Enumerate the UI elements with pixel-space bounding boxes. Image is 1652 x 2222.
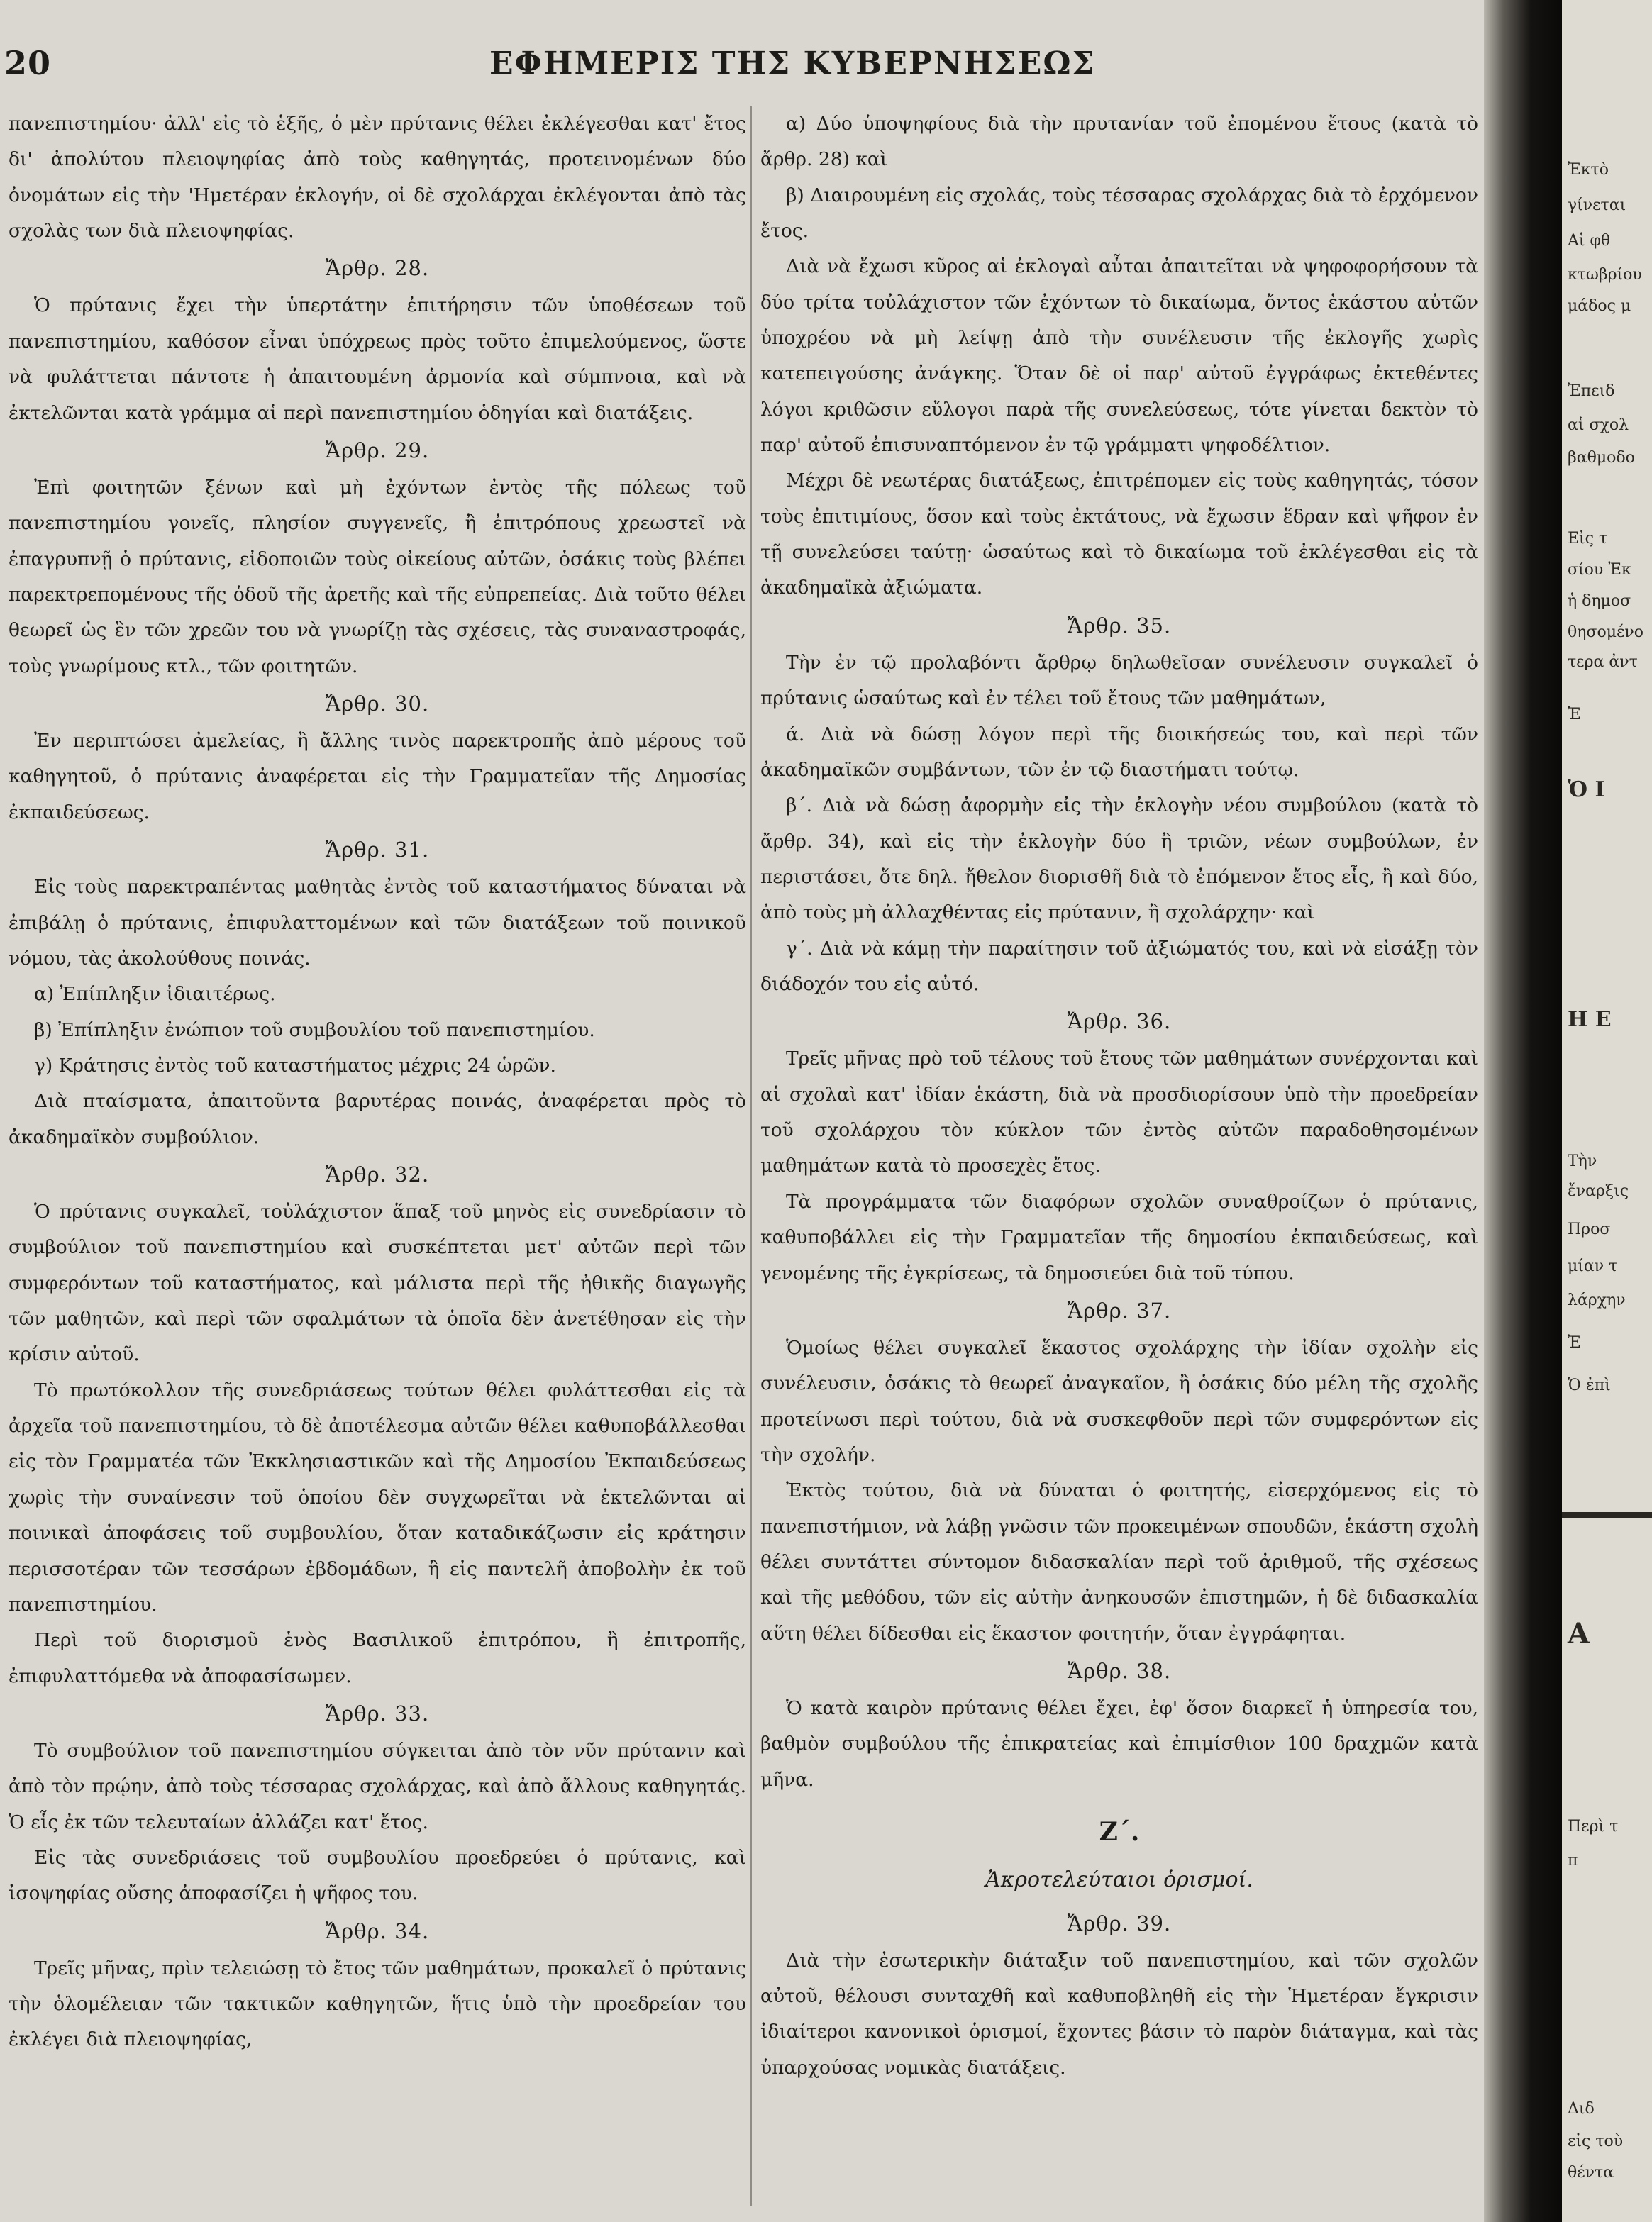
next-page-fragment: π: [1568, 1852, 1578, 1870]
page-number: 20: [4, 44, 52, 82]
next-page-fragment: Ἐκτὸ: [1568, 161, 1609, 179]
paragraph: Μέχρι δὲ νεωτέρας διατάξεως, ἐπιτρέπομεν εἰς τοὺς καθηγητάς, τόσον τοὺς ἐπιτιμίους, ὅσον καὶ τοὺς ἐκτάτους, νὰ ἔχωσιν ἕδραν καὶ ψῆφον ἐν τῇ συνελεύσει ταύτῃ· ὡσαύτως καὶ τὸ δικαίωμα τοῦ ἐκλέγεσθαι εἰς τὰ ἀκαδημαϊκὰ ἀξιώματα.: [760, 470, 1478, 599]
paragraph: Τὸ συμβούλιον τοῦ πανεπιστημίου σύγκειται ἀπὸ τὸν νῦν πρύτανιν καὶ ἀπὸ τὸν πρῴην, ἀπὸ τοὺς τέσσαρας σχολάρχας, καὶ ἀπὸ ἄλλους καθηγητάς. Ὁ εἷς ἐκ τῶν τελευταίων ἀλλάζει κατ' ἔτος.: [9, 1739, 746, 1833]
article-heading: Ἄρθρ. 39.: [1067, 1911, 1172, 1935]
next-page-fragment: Τὴν: [1568, 1152, 1597, 1170]
paragraph: γ΄. Διὰ νὰ κάμῃ τὴν παραίτησιν τοῦ ἀξιώματός του, καὶ νὰ εἰσάξῃ τὸν διάδοχόν του εἰς αὐτό.: [760, 937, 1478, 995]
paragraph: ά. Διὰ νὰ δώσῃ λόγον περὶ τῆς διοικήσεώς του, καὶ περὶ τῶν ἀκαδημαϊκῶν συμβάντων, τῶν ἐν τῷ διαστήματι τούτῳ.: [760, 723, 1478, 781]
paragraph: Ἐν περιπτώσει ἀμελείας, ἢ ἄλλης τινὸς παρεκτροπῆς ἀπὸ μέρους τοῦ καθηγητοῦ, ὁ πρύτανις ἀναφέρεται εἰς τὴν Γραμματεῖαν τῆς Δημοσίας ἐκπαιδεύσεως.: [9, 730, 746, 823]
next-page-fragment: μάδος μ: [1568, 297, 1631, 315]
next-page-fragment: θέντα: [1568, 2164, 1614, 2182]
next-page-fragment: λάρχην: [1568, 1291, 1626, 1309]
article-heading: Ἄρθρ. 30.: [325, 691, 430, 716]
paragraph-continued: πανεπιστημίου· ἀλλ' εἰς τὸ ἑξῆς, ὁ μὲν πρύτανις θέλει ἐκλέγεσθαι κατ' ἔτος δι' ἀπολύτου πλειοψηφίας ἀπὸ τοὺς καθηγητάς, προτεινομένων δύο ὀνομάτων εἰς τὴν 'Ημετέραν ἐκλογήν, οἱ δὲ σχολάρχαι ἐκλέγονται ἀπὸ τὰς σχολὰς των διὰ πλειοψηφίας.: [9, 113, 746, 243]
next-page-fragment: Α: [1568, 1617, 1590, 1650]
next-page-fragment: αἱ σχολ: [1568, 416, 1629, 434]
next-page-fragment: τερα ἀντ: [1568, 653, 1638, 671]
next-page-fragment: θησομένο: [1568, 623, 1644, 641]
running-title: ΕΦΗΜΕΡΙΣ ΤΗΣ ΚΥΒΕΡΝΗΣΕΩΣ: [489, 45, 1096, 82]
paragraph: β) Διαιρουμένη εἰς σχολάς, τοὺς τέσσαρας σχολάρχας διὰ τὸ ἐρχόμενον ἔτος.: [760, 184, 1478, 243]
paragraph: Διὰ πταίσματα, ἀπαιτοῦντα βαρυτέρας ποινάς, ἀναφέρεται πρὸς τὸ ἀκαδημαϊκὸν συμβούλιον.: [9, 1090, 746, 1148]
left-column: [9, 106, 746, 2058]
next-page-fragment: μίαν τ: [1568, 1257, 1618, 1275]
next-page-fragment: σίου Ἐκ: [1568, 561, 1631, 579]
next-page-fragment: εἰς τοὺ: [1568, 2133, 1624, 2150]
next-page-fragment: Αἱ φθ: [1568, 232, 1611, 250]
next-page-fragment: Ὁ Ι: [1568, 777, 1605, 802]
paragraph: Ὁμοίως θέλει συγκαλεῖ ἕκαστος σχολάρχης τὴν ἰδίαν σχολὴν εἰς συνέλευσιν, ὁσάκις τὸ θεωρεῖ ἀναγκαῖον, ἢ ὁσάκις δύο μέλη τῆς σχολῆς προτείνωσι περὶ τούτου, διὰ νὰ συσκεφθοῦν περὶ τῶν συμφερόντων εἰς τὴν σχολήν.: [760, 1336, 1478, 1466]
next-page-fragment: Εἰς τ: [1568, 530, 1608, 548]
right-column: [760, 106, 1478, 2086]
paragraph: Τὰ προγράμματα τῶν διαφόρων σχολῶν συναθροίζων ὁ πρύτανις, καθυποβάλλει εἰς τὴν Γραμματεῖαν τῆς δημοσίου ἐκπαιδεύσεως, καὶ γενομένης τῆς ἐγκρίσεως, τὰ δημοσιεύει διὰ τοῦ τύπου.: [760, 1190, 1478, 1284]
paragraph: α) Ἐπίπληξιν ἰδιαιτέρως.: [34, 983, 276, 1006]
paragraph: Ὁ κατὰ καιρὸν πρύτανις θέλει ἔχει, ἐφ' ὅσον διαρκεῖ ἡ ὑπηρεσία του, βαθμὸν συμβούλου τῆς ἐπικρατείας καὶ ἐπιμίσθιον 100 δραχμῶν κατὰ μῆνα.: [760, 1697, 1478, 1791]
next-page-fragment: γίνεται: [1568, 196, 1626, 214]
paragraph: α) Δύο ὑποψηφίους διὰ τὴν πρυτανίαν τοῦ ἐπομένου ἔτους (κατὰ τὸ ἄρθρ. 28) καὶ: [760, 113, 1478, 171]
paragraph: Εἰς τὰς συνεδριάσεις τοῦ συμβουλίου προεδρεύει ὁ πρύτανις, καὶ ἰσοψηφίας οὔσης ἀποφασίζει ἡ ψῆφος του.: [9, 1847, 746, 1905]
paragraph: Ὁ πρύτανις ἔχει τὴν ὑπερτάτην ἐπιτήρησιν τῶν ὑποθέσεων τοῦ πανεπιστημίου, καθόσον εἶναι ὑπόχρεως πρὸς τοῦτο ἐπιμελούμενος, ὥστε νὰ φυλάττεται πάντοτε ἡ ἀπαιτουμένη ἁρμονία καὶ σύμπνοια, καὶ νὰ ἐκτελῶνται κατὰ γράμμα αἱ περὶ πανεπιστημίου ὁδηγίαι καὶ διατάξεις.: [9, 294, 746, 424]
paragraph: β΄. Διὰ νὰ δώσῃ ἀφορμὴν εἰς τὴν ἐκλογὴν νέου συμβούλου (κατὰ τὸ ἄρθρ. 34), καὶ εἰς τὴν ἐκλογὴν δύο ἢ τριῶν, νέων συμβούλων, ἐν περιστάσει, ὅτε δηλ. ἤθελον διορισθῆ διὰ τὸ ἐπόμενον ἔτος εἷς, ἢ καὶ δύο, ἀπὸ τοὺς μὴ ἀλλαχθέντας εἰς πρύτανιν, ἢ σχολάρχην· καὶ: [760, 794, 1478, 924]
paragraph: Ἐκτὸς τούτου, διὰ νὰ δύναται ὁ φοιτητής, εἰσερχόμενος εἰς τὸ πανεπιστήμιον, νὰ λάβῃ γνῶσιν τῶν προκειμένων σπουδῶν, ἑκάστη σχολὴ θέλει συντάττει σύντομον διδασκαλίαν περὶ τοῦ ἀριθμοῦ, τῆς σχέσεως καὶ τῆς μεθόδου, τῶν εἰς αὐτὴν ἀνηκουσῶν ἐπιστημῶν, ἡ δὲ διδασκαλία αὕτη θέλει δίδεσθαι εἰς ἕκαστον φοιτητήν, ὅταν ἐγγράφηται.: [760, 1479, 1478, 1645]
paragraph: Τὴν ἐν τῷ προλαβόντι ἄρθρῳ δηλωθεῖσαν συνέλευσιν συγκαλεῖ ὁ πρύτανις ὡσαύτως καὶ ἐν τέλει τοῦ ἔτους τῶν μαθημάτων,: [760, 651, 1478, 710]
paragraph: Διὰ τὴν ἐσωτερικὴν διάταξιν τοῦ πανεπιστημίου, καὶ τῶν σχολῶν αὐτοῦ, θέλουσι συνταχθῆ καὶ καθυποβληθῆ εἰς τὴν Ἡμετέραν ἔγκρισιν ἰδιαίτεροι κανονικοὶ ὁρισμοί, ἔχοντες βάσιν τὸ παρὸν διάταγμα, καὶ τὰς ὑπαρχούσας νομικὰς διατάξεις.: [760, 1949, 1478, 2079]
article-heading: Ἄρθρ. 33.: [325, 1701, 430, 1726]
next-page-fragment: Ἐ: [1568, 1334, 1581, 1352]
article-heading: Ἄρθρ. 31.: [325, 838, 430, 862]
next-page-fragment: βαθμοδο: [1568, 449, 1635, 467]
next-page-fragment: Προσ: [1568, 1221, 1611, 1238]
article-heading: Ἄρθρ. 36.: [1067, 1009, 1172, 1034]
article-heading: Ἄρθρ. 32.: [325, 1162, 430, 1187]
paragraph: Περὶ τοῦ διορισμοῦ ἑνὸς Βασιλικοῦ ἐπιτρόπου, ἢ ἐπιτροπῆς, ἐπιφυλαττόμεθα νὰ ἀποφασίσωμεν.: [9, 1629, 746, 1687]
next-page-fragment: Διδ: [1568, 2100, 1595, 2118]
adjacent-page-edge: [1562, 0, 1652, 2222]
article-heading: Ἄρθρ. 35.: [1067, 613, 1172, 638]
paragraph: Εἰς τοὺς παρεκτραπέντας μαθητὰς ἐντὸς τοῦ καταστήματος δύναται νὰ ἐπιβάλῃ ὁ πρύτανις, ἐπιφυλαττομένων καὶ τῶν διατάξεων τοῦ ποινικοῦ νόμου, τὰς ἀκολούθους ποινάς.: [9, 876, 746, 970]
paragraph: β) Ἐπίπληξιν ἐνώπιον τοῦ συμβουλίου τοῦ πανεπιστημίου.: [34, 1018, 595, 1041]
section-title: Ἀκροτελεύταιοι ὁρισμοί.: [985, 1867, 1253, 1892]
next-page-fragment: ἔναρξις: [1568, 1182, 1629, 1200]
article-heading: Ἄρθρ. 37.: [1067, 1298, 1172, 1323]
paragraph: Ὁ πρύτανις συγκαλεῖ, τοὐλάχιστον ἅπαξ τοῦ μηνὸς εἰς συνεδρίασιν τὸ συμβούλιον τοῦ πανεπιστημίου καὶ συσκέπτεται μετ' αὐτῶν περὶ τῶν συμφερόντων τοῦ καταστήματος, καὶ μάλιστα περὶ τῆς ἠθικῆς διαγωγῆς τῶν μαθητῶν, καὶ περὶ τῶν σφαλμάτων τὰ ὁποῖα δὲν ἀνετέθησαν εἰς τὴν κρίσιν αὐτοῦ.: [9, 1201, 746, 1366]
next-page-fragment: Ἐ: [1568, 706, 1581, 723]
paragraph: Τρεῖς μῆνας, πρὶν τελειώσῃ τὸ ἔτος τῶν μαθημάτων, προκαλεῖ ὁ πρύτανις τὴν ὁλομέλειαν τῶν τακτικῶν καθηγητῶν, ἥτις ὑπὸ τὴν προεδρείαν του ἐκλέγει διὰ πλειοψηφίας,: [9, 1957, 746, 2051]
paragraph: γ) Κράτησις ἐντὸς τοῦ καταστήματος μέχρις 24 ὡρῶν.: [34, 1054, 556, 1077]
article-heading: Ἄρθρ. 28.: [325, 256, 430, 281]
article-heading: Ἄρθρ. 29.: [325, 438, 430, 462]
paragraph: Τὸ πρωτόκολλον τῆς συνεδριάσεως τούτων θέλει φυλάττεσθαι εἰς τὰ ἀρχεῖα τοῦ πανεπιστημίου, τὸ δὲ ἀποτέλεσμα αὐτῶν θέλει καθυποβάλλεσθαι εἰς τὸν Γραμματέα τῶν Ἐκκλησιαστικῶν καὶ τῆς Δημοσίου Ἐκπαιδεύσεως χωρὶς τὴν συναίνεσιν τοῦ ὁποίου δὲν συγχωρεῖται νὰ ἐκτελῶνται αἱ ποινικαὶ ἀποφάσεις τοῦ συμβουλίου, ὅταν καταδικάζωσιν εἰς κράτησιν περισσοτέραν τῶν τεσσάρων ἑβδομάδων, ἢ εἰς παντελῆ ἀποβολὴν ἐκ τοῦ πανεπιστημίου.: [9, 1379, 746, 1616]
next-page-fragment: ἡ δημοσ: [1568, 592, 1631, 610]
paragraph: Τρεῖς μῆνας πρὸ τοῦ τέλους τοῦ ἔτους τῶν μαθημάτων συνέρχονται καὶ αἱ σχολαὶ κατ' ἰδίαν ἑκάστη, διὰ νὰ προσδιορίσουν ὑπὸ τὴν προεδρείαν τοῦ σχολάρχου τὸν κύκλον τῶν ἐντὸς αὐτῶν παραδοθησομένων μαθημάτων κατὰ τὸ προσεχὲς ἔτος.: [760, 1048, 1478, 1177]
horizontal-rule: [1562, 1512, 1652, 1518]
next-page-fragment: Περὶ τ: [1568, 1818, 1619, 1835]
article-heading: Ἄρθρ. 38.: [1067, 1659, 1172, 1684]
next-page-fragment: κτωβρίου: [1568, 266, 1642, 284]
next-page-fragment: Ὁ ἐπὶ: [1568, 1377, 1611, 1394]
book-binding-gutter: [1484, 0, 1562, 2222]
paragraph: Διὰ νὰ ἔχωσι κῦρος αἱ ἐκλογαὶ αὗται ἀπαιτεῖται νὰ ψηφοφορήσουν τὰ δύο τρίτα τοὐλάχιστον τῶν ἐχόντων τὸ δικαίωμα, ὄντος ἑκάστου αὐτῶν ὑποχρέου νὰ μὴ λείψῃ ἀπὸ τὴν συνέλευσιν τῆς ἐκλογῆς χωρὶς κατεπειγούσης ἀνάγκης. Ὅταν δὲ οἱ παρ' αὐτοῦ ἐγγράφως ἐκτεθέντες λόγοι κριθῶσιν εὔλογοι παρὰ τῆς συνελεύσεως, τότε γίνεται δεκτὸν τὸ παρ' αὐτοῦ ἐπισυναπτόμενον ἐν τῷ γράμματι ψηφοδέλτιον.: [760, 255, 1478, 457]
section-letter: Ζ΄.: [1099, 1817, 1140, 1848]
paragraph: Ἐπὶ φοιτητῶν ξένων καὶ μὴ ἐχόντων ἐντὸς τῆς πόλεως τοῦ πανεπιστημίου γονεῖς, πλησίον συγγενεῖς, ἢ ἐπιτρόπους χρεωστεῖ νὰ ἐπαγρυπνῇ ὁ πρύτανις, εἰδοποιῶν τοὺς οἰκείους αὐτῶν, ὁσάκις τοὺς βλέπει παρεκτρεπομένους τῆς ὁδοῦ τῆς ἀρετῆς καὶ τῆς εὐπρεπείας. Διὰ τοῦτο θέλει θεωρεῖ ὡς ἓν τῶν χρεῶν του νὰ γνωρίζῃ τὰς σχέσεις, τὰς συναναστροφάς, τοὺς γνωρίμους κτλ., τῶν φοιτητῶν.: [9, 476, 746, 677]
column-divider: [750, 106, 752, 2206]
next-page-fragment: Ἐπειδ: [1568, 382, 1615, 400]
article-heading: Ἄρθρ. 34.: [325, 1918, 430, 1943]
next-page-fragment: Η Ε: [1568, 1007, 1612, 1032]
